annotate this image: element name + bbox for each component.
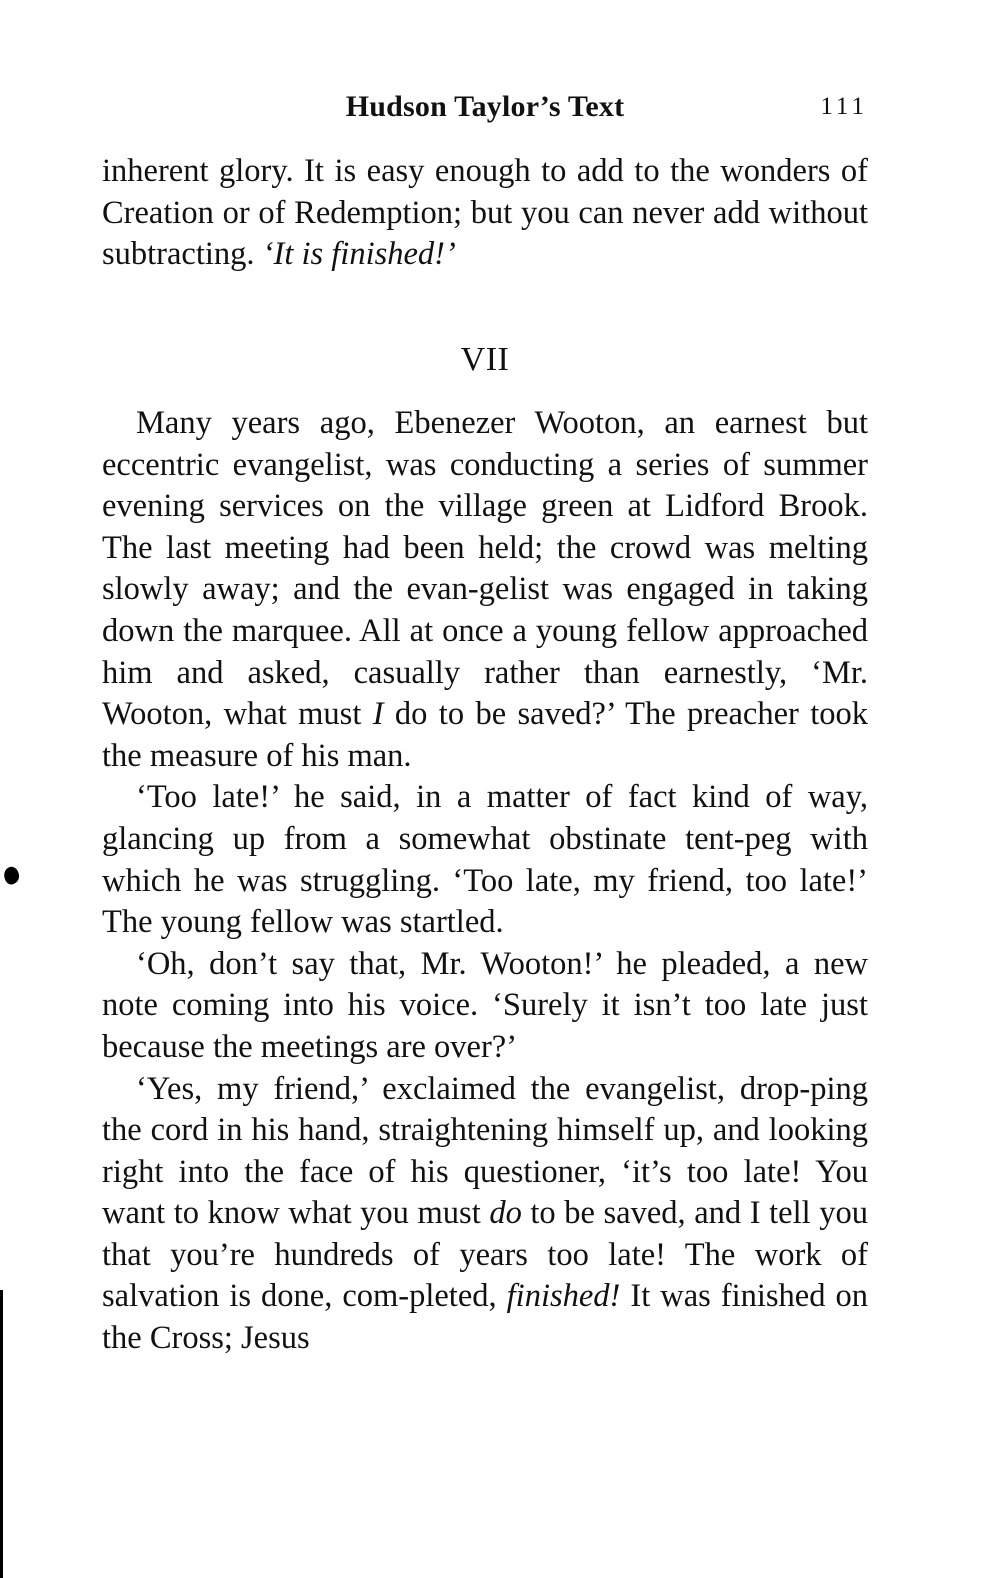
body-text [102, 403, 868, 1360]
paragraph-2: ‘Too late!’ he said, in a matter of fact kind of way, glancing up from a somewhat obstinate tent-peg with which he was struggling. ‘Too late, my friend, too late!’ The young fellow was startled. [102, 779, 868, 941]
intro-italic-quote: ‘It is finished!’ [262, 236, 456, 273]
scan-left-edge-rule [0, 1290, 3, 1578]
paragraph-1-part-1: Many years ago, Ebenezer Wooton, an earnest but eccentric evangelist, was conducting a series of summer evening services on the village green at Lidford Brook. The last meeting had been held; the crowd was melting slowly away; and the evan-gelist was engaged in taking down the marquee. All at once a young fellow approached him and asked, casually rather than earnestly, ‘Mr. Wooton, what must [102, 405, 868, 733]
intro-text: inherent glory. It is easy enough to add to the wonders of Creation or of Redemption; but you can never add without subtracting. [102, 153, 868, 273]
paragraph-4-part-2: to be saved, and I tell you that you’re hundreds of years too late! The work of salvation is done, com-pleted, [102, 1195, 868, 1315]
paragraph-4-part-3: It was finished on the Cross; Jesus [102, 1278, 868, 1357]
paragraph-3: ‘Oh, don’t say that, Mr. Wooton!’ he pleaded, a new note coming into his voice. ‘Surely it isn’t too late just because the meetings are over?’ [102, 945, 868, 1065]
paragraph-4-part-1: ‘Yes, my friend,’ exclaimed the evangelist, drop-ping the cord in his hand, straightening himself up, and looking right into the face of his questioner, ‘it’s too late! You want to know what you must [102, 1070, 868, 1232]
paragraph-4-italic-1: do [489, 1195, 522, 1232]
paragraph-4 [102, 1069, 868, 1360]
paragraph-1-part-2: do to be saved?’ The preacher took the measure of his man. [102, 696, 869, 774]
running-head [102, 84, 868, 130]
running-title: Hudson Taylor’s Text [345, 90, 625, 123]
page-number: 111 [820, 93, 868, 120]
section-heading: VII [460, 341, 510, 378]
paragraph-1-italic: I [372, 696, 384, 733]
paragraph-4-italic-2: finished! [506, 1278, 621, 1315]
scan-ink-mark [1, 865, 22, 887]
intro-paragraph [102, 151, 868, 276]
paragraph-1 [102, 403, 868, 777]
intro-text-line [102, 151, 868, 276]
